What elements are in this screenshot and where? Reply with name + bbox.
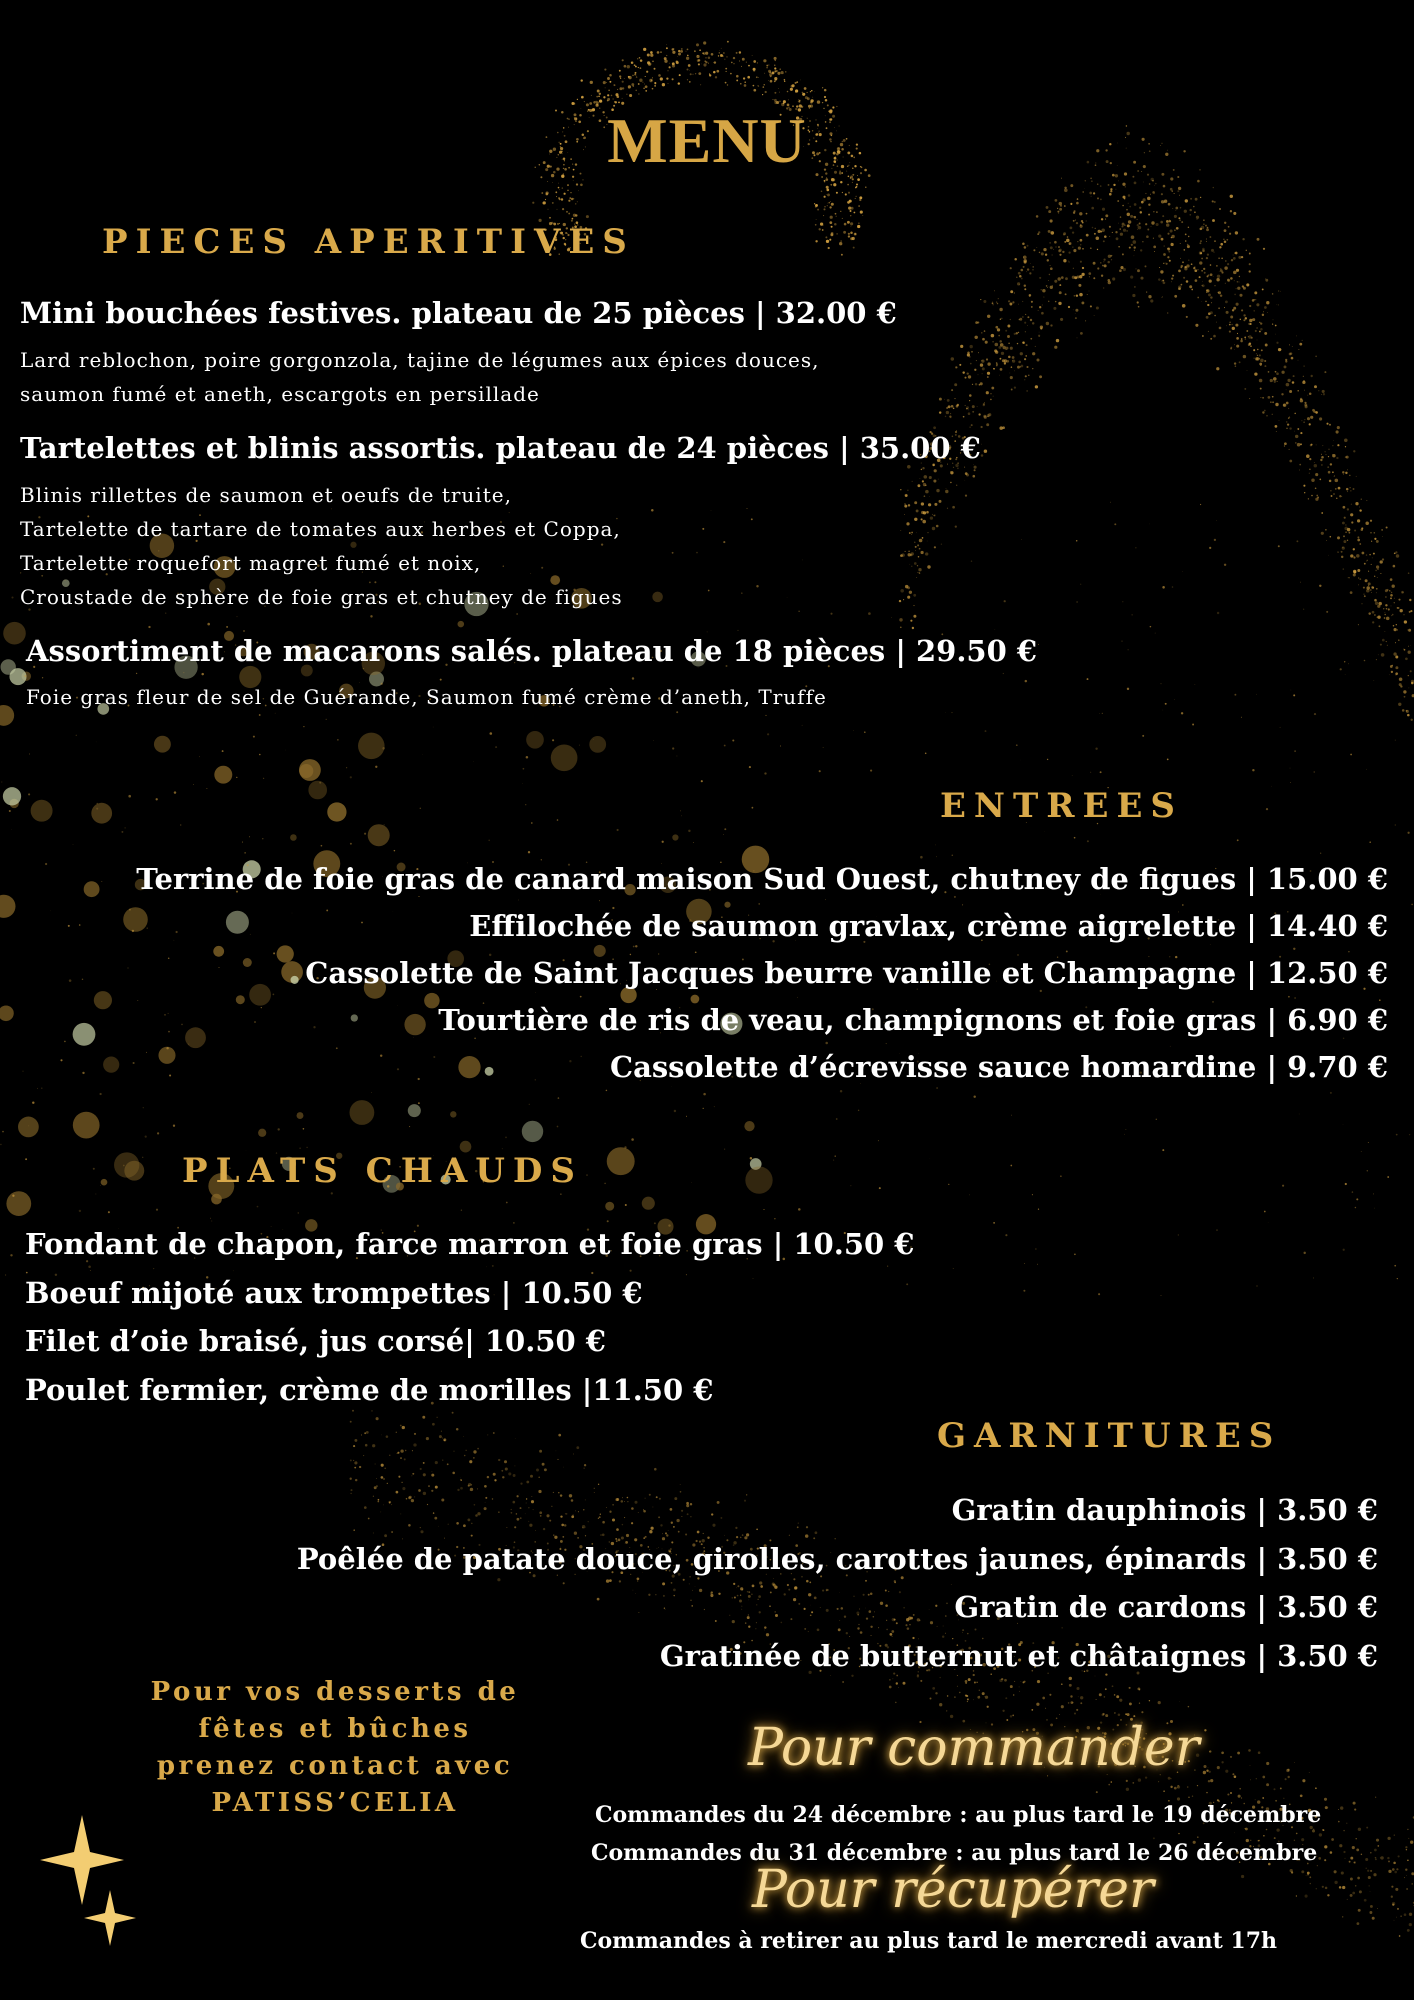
item-title-macarons-sales: Assortiment de macarons salés. plateau de 18 pièces | 29.50 € (26, 634, 1038, 668)
list-item: Gratin dauphinois | 3.50 € (951, 1493, 1378, 1527)
order-info-line: Commandes du 24 décembre : au plus tard le 19 décembre (595, 1802, 1322, 1828)
list-item: Gratinée de butternut et châtaignes | 3.50 € (659, 1638, 1378, 1673)
pickup-heading: Pour récupérer (752, 1860, 1154, 1920)
section-heading-garnitures: GARNITURES (937, 1416, 1282, 1456)
menu-title: MENU (607, 105, 807, 176)
garnitures-list (297, 1486, 1378, 1680)
section-heading-pieces-aperitives: PIECES APERITIVES (102, 222, 635, 262)
list-item: Fondant de chapon, farce marron et foie gras | 10.50 € (25, 1227, 915, 1261)
item-title-tartelettes-blinis: Tartelettes et blinis assortis. plateau de 24 pièces | 35.00 € (20, 431, 981, 465)
order-heading: Pour commander (748, 1718, 1200, 1778)
list-item: Filet d’oie braisé, jus corsé| 10.50 € (25, 1324, 606, 1358)
sparkle-star-icon (40, 1815, 136, 1946)
item-description-tartelettes-blinis: Blinis rillettes de saumon et oeufs de truite, Tartelette de tartare de tomates aux herbes et Coppa, Tartelette roquefort magret fumé et noix, Croustade de sphère de foie gras et chutney de figues (20, 483, 623, 609)
section-heading-entrees: ENTREES (940, 786, 1183, 826)
list-item: Gratin de cardons | 3.50 € (954, 1590, 1378, 1624)
list-item: Terrine de foie gras de canard maison Sud Ouest, chutney de figues | 15.00 € (136, 862, 1388, 896)
item-description-macarons-sales: Foie gras fleur de sel de Guérande, Saumon fumé crème d’aneth, Truffe (26, 685, 827, 709)
order-info-line: Commandes du 31 décembre : au plus tard le 26 décembre (591, 1840, 1318, 1866)
item-description-mini-bouchees: Lard reblochon, poire gorgonzola, tajine de légumes aux épices douces, saumon fumé et aneth, escargots en persillade (20, 348, 820, 406)
section-heading-plats-chauds: PLATS CHAUDS (182, 1151, 583, 1191)
item-title-mini-bouchees: Mini bouchées festives. plateau de 25 pièces | 32.00 € (20, 296, 897, 330)
desserts-contact-note: Pour vos desserts de fêtes et bûches prenez contact avec PATISS’CELIA (150, 1677, 520, 1818)
list-item: Cassolette d’écrevisse sauce homardine | 9.70 € (609, 1050, 1388, 1084)
list-item: Tourtière de ris de veau, champignons et foie gras | 6.90 € (438, 1003, 1388, 1037)
entrees-list (136, 856, 1388, 1091)
list-item: Poêlée de patate douce, girolles, carottes jaunes, épinards | 3.50 € (296, 1541, 1378, 1576)
list-item: Effilochée de saumon gravlax, crème aigrelette | 14.40 € (469, 909, 1388, 943)
list-item: Cassolette de Saint Jacques beurre vanille et Champagne | 12.50 € (305, 956, 1388, 990)
pickup-info-line: Commandes à retirer au plus tard le mercredi avant 17h (580, 1928, 1277, 1954)
list-item: Boeuf mijoté aux trompettes | 10.50 € (25, 1275, 643, 1310)
list-item: Poulet fermier, crème de morilles |11.50 € (25, 1372, 714, 1407)
plats-chauds-list (25, 1220, 914, 1414)
